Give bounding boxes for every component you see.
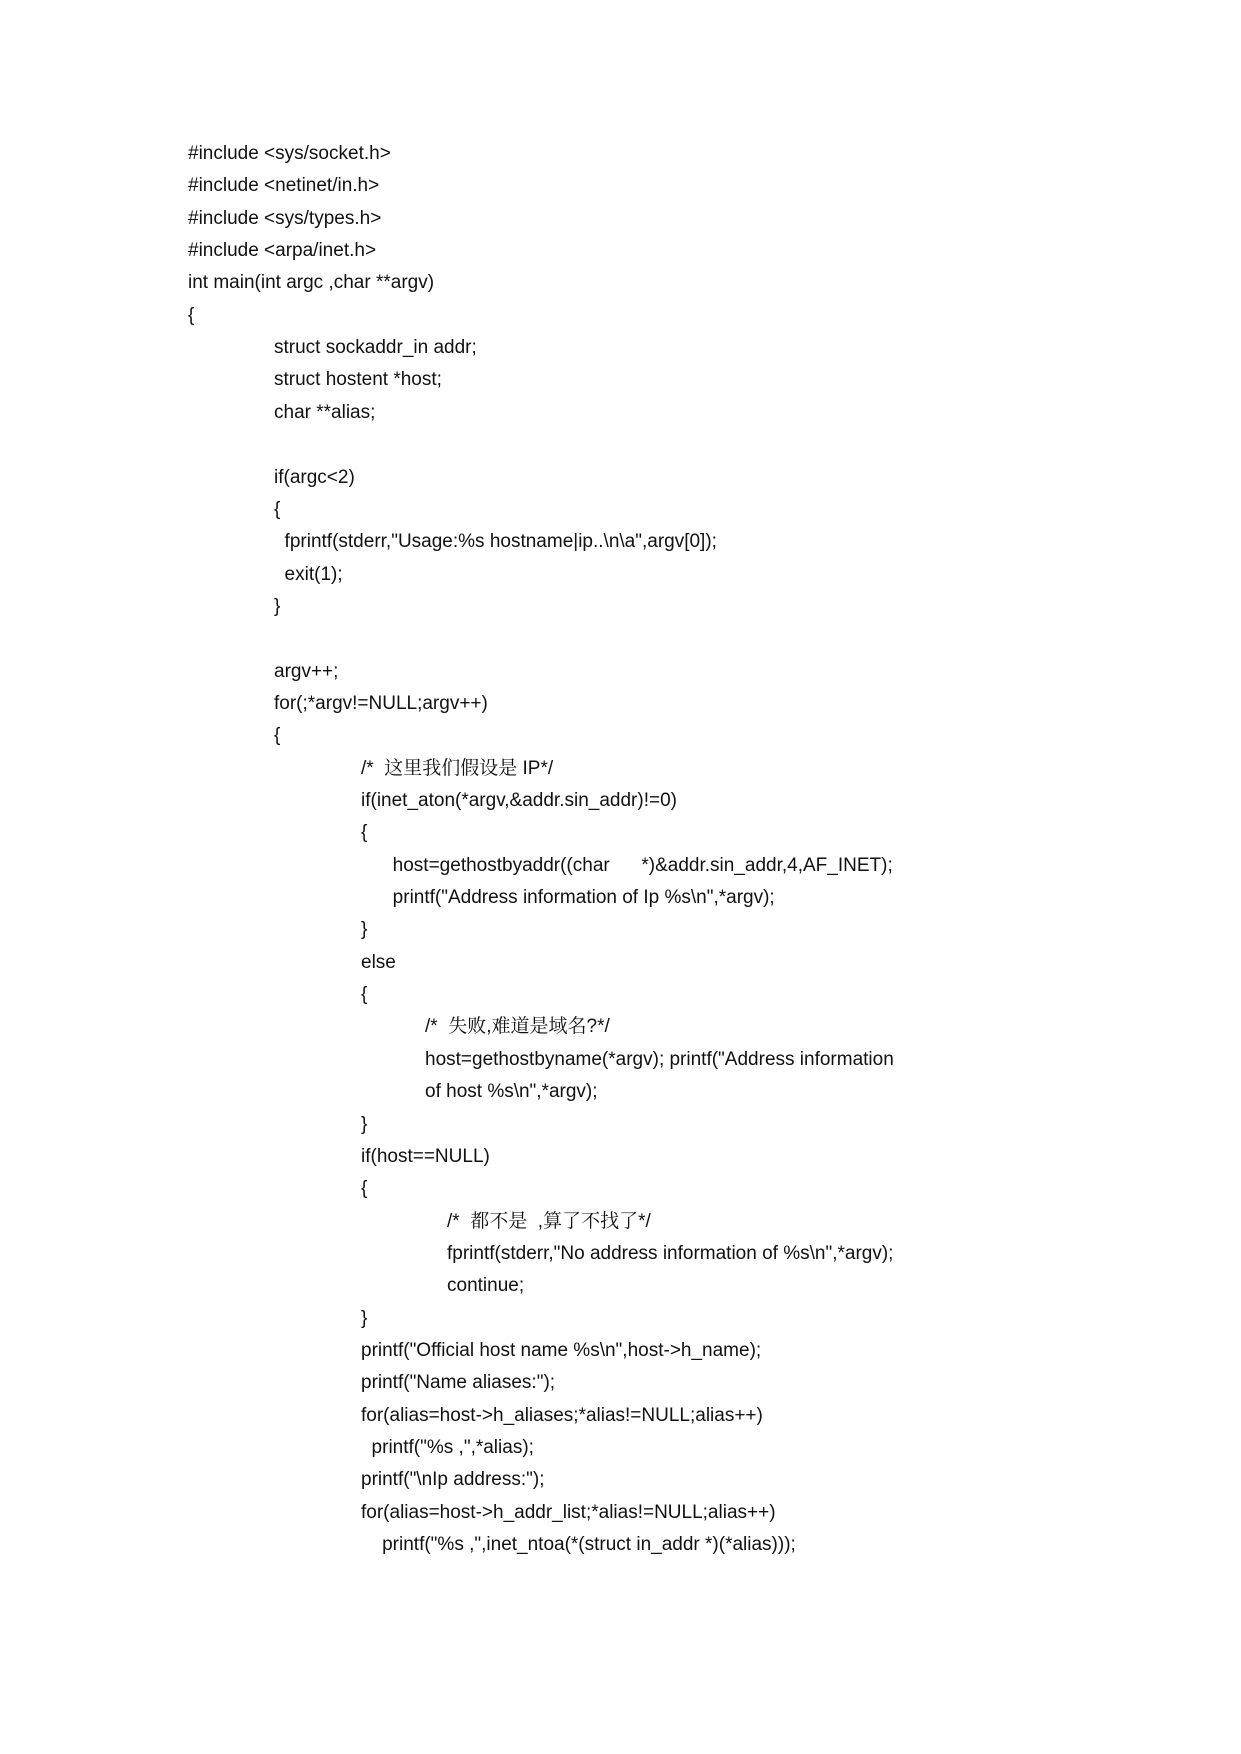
code-line: #include <sys/types.h> (188, 207, 382, 229)
code-line: host=gethostbyname(*argv); printf("Address information (425, 1048, 894, 1070)
code-line: { (361, 822, 368, 844)
code-line: struct sockaddr_in addr; (274, 337, 477, 359)
code-line: } (274, 595, 281, 617)
code-line: printf("%s ,",*alias); (361, 1437, 534, 1458)
code-line: of host %s\n",*argv); (425, 1081, 598, 1103)
code-line: printf("\nIp address:"); (361, 1469, 545, 1491)
code-line: #include <netinet/in.h> (188, 175, 380, 197)
code-line: char **alias; (274, 401, 376, 423)
code-line: /* 失败,难道是域名?*/ (425, 1016, 610, 1038)
code-line: continue; (447, 1275, 525, 1297)
code-line: fprintf(stderr,"No address information of %s\n",*argv); (447, 1242, 894, 1264)
code-line: { (361, 1178, 368, 1200)
code-line: } (361, 1307, 368, 1329)
code-line: } (361, 1113, 368, 1135)
code-line: { (274, 498, 281, 520)
code-line: #include <sys/socket.h> (188, 143, 391, 164)
code-line: argv++; (274, 660, 339, 682)
code-line: } (361, 919, 368, 941)
code-line: for(;*argv!=NULL;argv++) (274, 692, 488, 714)
code-line: printf("Name aliases:"); (361, 1372, 556, 1394)
code-line: { (361, 984, 368, 1006)
code-line: struct hostent *host; (274, 369, 442, 391)
code-line: printf("Official host name %s\n",host->h_name); (361, 1339, 762, 1361)
code-line: { (188, 304, 195, 326)
code-line: host=gethostbyaddr((char *)&addr.sin_addr,4,AF_INET); (361, 854, 893, 876)
code-line: /* 这里我们假设是 IP*/ (361, 757, 554, 779)
code-line: fprintf(stderr,"Usage:%s hostname|ip..\n\a",argv[0]); (274, 531, 717, 553)
code-line: { (274, 725, 281, 747)
code-line: else (361, 951, 396, 973)
code-line: int main(int argc ,char **argv) (188, 272, 435, 294)
code-line: if(inet_aton(*argv,&addr.sin_addr)!=0) (361, 790, 677, 811)
code-line: exit(1); (274, 563, 343, 585)
code-line: for(alias=host->h_addr_list;*alias!=NULL;alias++) (361, 1501, 776, 1523)
code-line: #include <arpa/inet.h> (188, 240, 377, 262)
code-line: printf("Address information of Ip %s\n",*argv); (361, 887, 775, 909)
code-line: /* 都不是 ,算了不找了*/ (447, 1210, 651, 1232)
code-line: for(alias=host->h_aliases;*alias!=NULL;alias++) (361, 1404, 763, 1426)
code-line: printf("%s ,",inet_ntoa(*(struct in_addr *)(*alias))); (361, 1534, 796, 1556)
code-line: if(host==NULL) (361, 1145, 490, 1167)
code-line: if(argc<2) (274, 466, 355, 488)
